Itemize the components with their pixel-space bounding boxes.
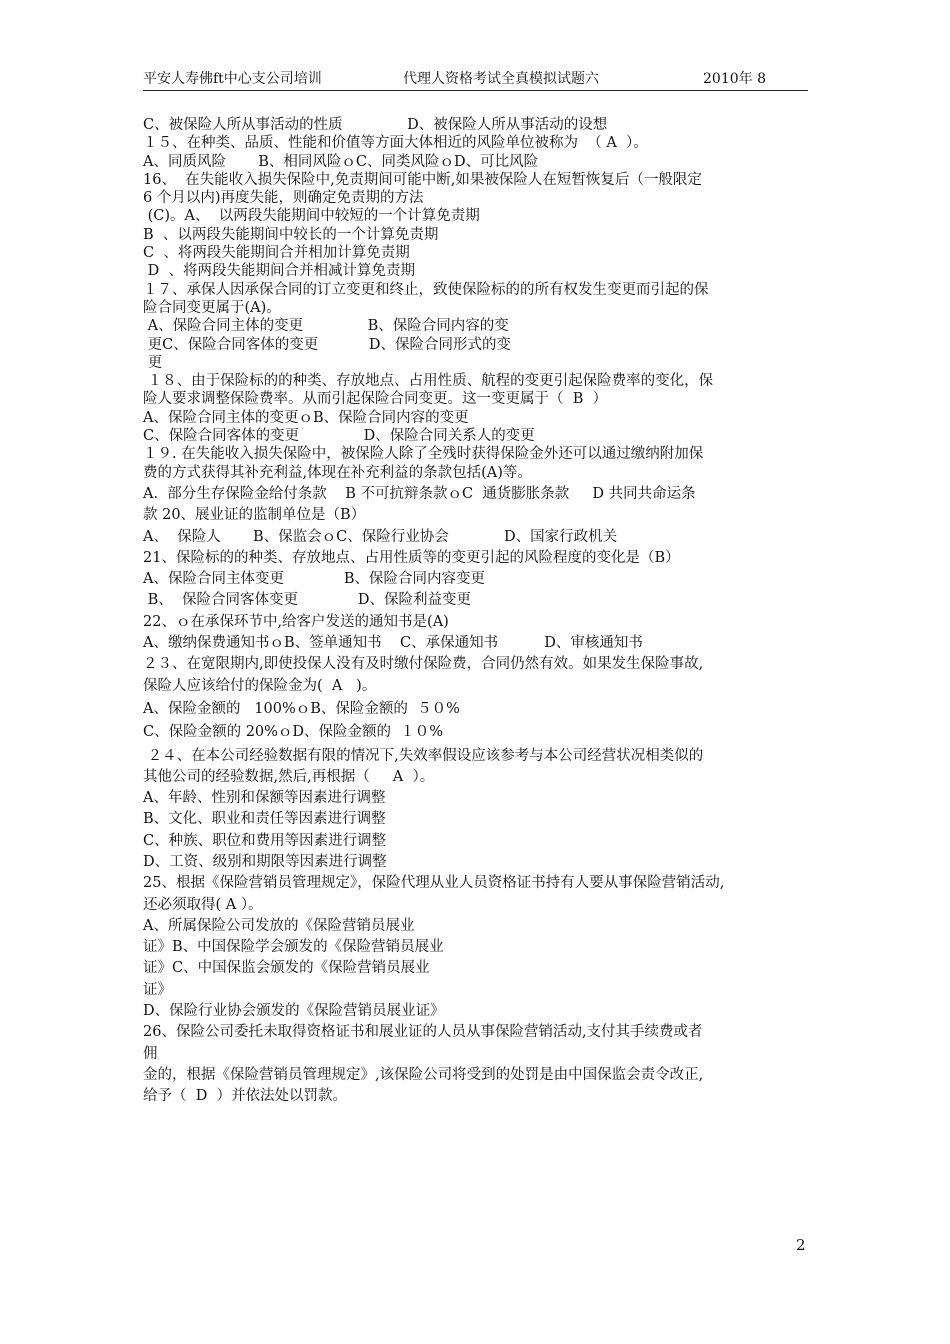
text-line: 更 bbox=[143, 354, 163, 371]
text-line: 16、 在失能收入损失保险中,免责期间可能中断,如果被保险人在短暂恢复后（一般限定 bbox=[143, 171, 702, 188]
header-company: 平安人寿佛ft中心支公司培训 bbox=[143, 71, 322, 87]
text-line: １８、由于保险标的的种类、存放地点、占用性质、航程的变更引起保险费率的变化，保 bbox=[143, 373, 714, 390]
text-line: A、保险合同主体变更 B、保险合同内容变更 bbox=[143, 571, 486, 588]
text-line: ２４、在本公司经验数据有限的情况下,失效率假设应该参考与本公司经营状况相类似的 bbox=[143, 747, 704, 764]
text-line: 给予（ D ）并依法处以罚款。 bbox=[143, 1088, 348, 1105]
text-line: １９. 在失能收入损失保险中，被保险人除了全残时获得保险金外还可以通过缴纳附加保 bbox=[143, 446, 704, 463]
text-line: 更C、保险合同客体的变更 D、保险合同形式的变 bbox=[143, 336, 512, 353]
text-line: 金的，根据《保险营销员管理规定》,该保险公司将受到的处罚是由中国保监会责令改正, bbox=[143, 1066, 704, 1083]
page-number: 2 bbox=[796, 1236, 806, 1254]
text-line: 26、保险公司委托未取得资格证书和展业证的人员从事保险营销活动,支付其手续费或者 bbox=[143, 1024, 703, 1041]
text-line: A、同质风险 B、相同风险ｏC、同类风险ｏD、可比风险 bbox=[143, 153, 539, 170]
text-line: 证》C、中国保监会颁发的《保险营销员展业 bbox=[143, 960, 430, 977]
text-line: D 、将两段失能期间合并相减计算免责期 bbox=[143, 263, 415, 280]
text-line: A. 部分生存保险金给付条款 B 不可抗辩条款ｏC 通货膨胀条款 D 共同共命运条 bbox=[143, 485, 696, 502]
text-line: A、缴纳保费通知书ｏB、签单通知书 C、承保通知书 D、审核通知书 bbox=[143, 635, 643, 652]
text-line: 佣 bbox=[143, 1045, 158, 1062]
text-line: A、保险合同主体的变更 B、保险合同内容的变 bbox=[143, 318, 509, 335]
text-line: C、保险合同客体的变更 D、保险合同关系人的变更 bbox=[143, 428, 535, 445]
text-line: 险合同变更属于(A)。 bbox=[143, 299, 281, 316]
text-line: A、保险金额的 100%ｏB、保险金额的 ５０% bbox=[143, 700, 460, 717]
text-line: 还必须取得( A ）。 bbox=[143, 896, 263, 913]
text-line: ２３、在宽限期内,即使投保人没有及时缴付保险费，合同仍然有效。如果发生保险事故, bbox=[143, 656, 704, 673]
text-line: (C)。A、 以两段失能期间中较短的一个计算免责期 bbox=[143, 208, 480, 225]
text-line: 21、保险标的的种类、存放地点、占用性质等的变更引起的风险程度的变化是（B） bbox=[143, 549, 680, 566]
text-line: 25、根据《保险营销员管理规定》，保险代理从业人员资格证书持有人要从事保险营销活动, bbox=[143, 875, 725, 892]
text-line: １７、承保人因承保合同的订立变更和终止，致使保险标的的所有权发生变更而引起的保 bbox=[143, 281, 709, 298]
text-line: 证》B、中国保险学会颁发的《保险营销员展业 bbox=[143, 939, 444, 956]
text-line: 险人要求调整保险费率。从而引起保险合同变更。这一变更属于（ B ） bbox=[143, 391, 608, 408]
text-line: 其他公司的经验数据,然后,再根据（ A ）。 bbox=[143, 768, 435, 785]
text-line: C、保险金额的 20%ｏD、保险金额的 １０% bbox=[143, 724, 444, 741]
text-line: C、被保险人所从事活动的性质 D、被保险人所从事活动的设想 bbox=[143, 117, 608, 133]
text-line: 6 个月以内)再度失能，则确定免责期的方法 bbox=[143, 190, 424, 207]
header-date: 2010年 8 bbox=[703, 71, 766, 87]
text-line: A、保险合同主体的变更ｏB、保险合同内容的变更 bbox=[143, 409, 469, 426]
text-line: B 、以两段失能期间中较长的一个计算免责期 bbox=[143, 226, 439, 243]
header-title: 代理人资格考试全真模拟试题六 bbox=[403, 71, 599, 87]
text-line: C 、将两段失能期间合并相加计算免责期 bbox=[143, 245, 410, 262]
text-line: 证》 bbox=[143, 981, 172, 998]
page-header bbox=[143, 68, 808, 91]
text-line: 费的方式获得其补充利益,体现在补充利益的条款包括(A)等。 bbox=[143, 464, 532, 481]
text-line: 22、ｏ在承保环节中,给客户发送的通知书是(A) bbox=[143, 613, 449, 630]
text-line: B、 保险合同客体变更 D、保险利益变更 bbox=[143, 592, 472, 609]
text-line: A、所属保险公司发放的《保险营销员展业 bbox=[143, 917, 415, 934]
text-line: D、保险行业协会颁发的《保险营销员展业证》 bbox=[143, 1003, 445, 1020]
text-line: C、种族、职位和费用等因素进行调整 bbox=[143, 832, 387, 849]
text-line: B、文化、职业和责任等因素进行调整 bbox=[143, 811, 386, 828]
text-line: D、工资、级别和期限等因素进行调整 bbox=[143, 853, 387, 870]
text-line: 款 20、展业证的监制单位是（B） bbox=[143, 507, 366, 524]
text-line: A、 保险人 B、保监会ｏC、保险行业协会 D、国家行政机关 bbox=[143, 528, 618, 545]
text-line: A、年龄、性别和保额等因素进行调整 bbox=[143, 790, 386, 807]
text-line: 保险人应该给付的保险金为( A )。 bbox=[143, 677, 377, 694]
text-line: １５、在种类、品质、性能和价值等方面大体相近的风险单位被称为 （ A ）。 bbox=[143, 135, 648, 152]
exam-questions bbox=[143, 116, 813, 1106]
